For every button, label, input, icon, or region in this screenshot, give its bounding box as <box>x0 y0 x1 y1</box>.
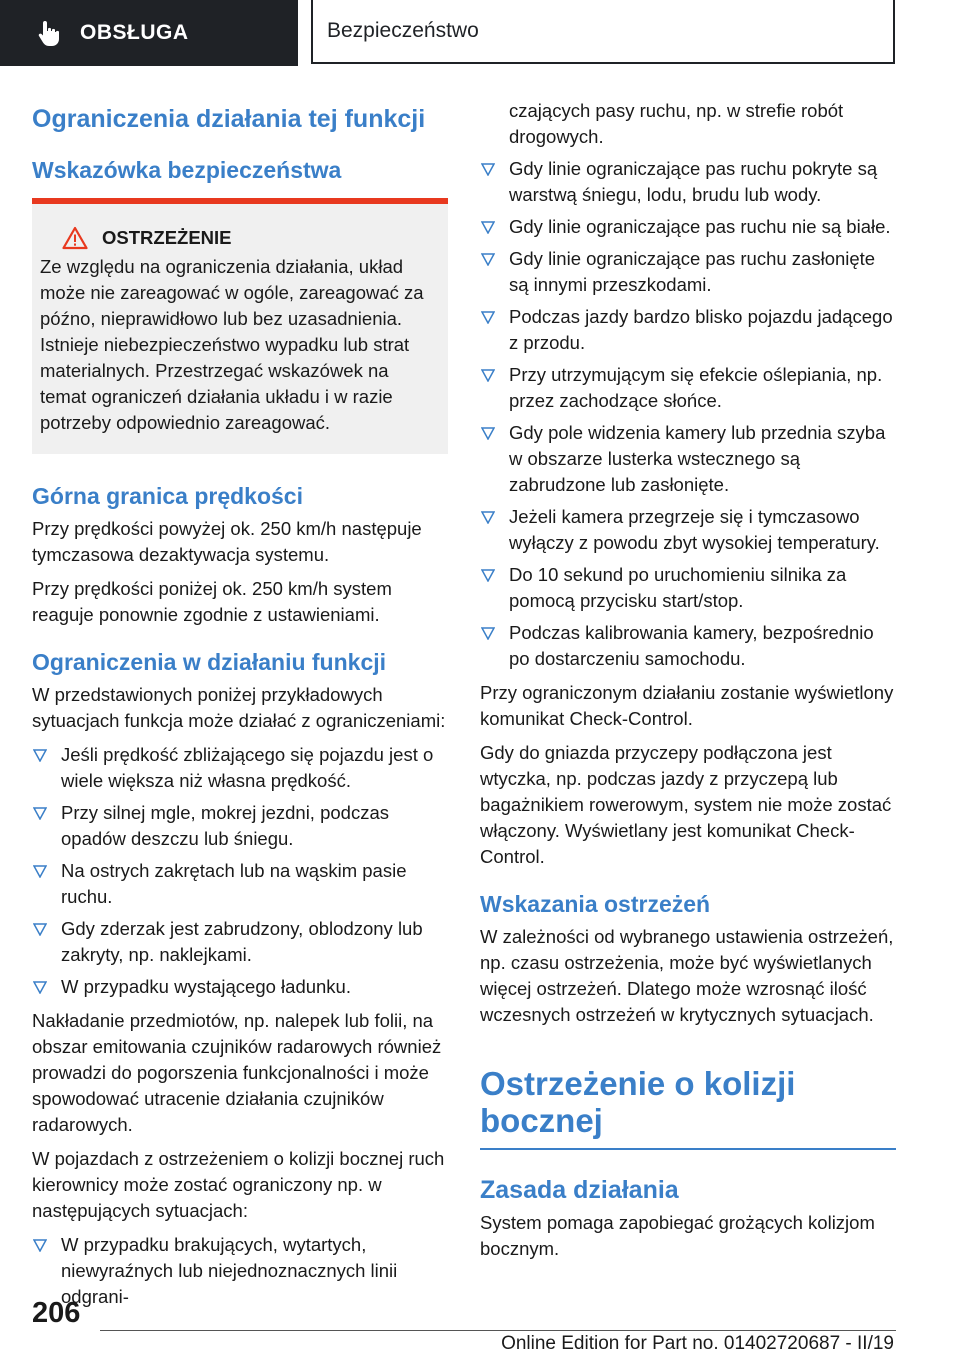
chapter-tab <box>0 0 298 66</box>
edition-note: Online Edition for Part no. 01402720687 - II/19 <box>501 1333 894 1354</box>
limits-heading: Ograniczenia w działaniu funkcji <box>32 648 387 675</box>
warnings-paragraph: W zależności od wybranego ustawienia ostrzeżeń, np. czasu ostrzeżenia, może być wyświetlanych więcej ostrzeżeń. Dlatego może wzrosnąć ilość wczesnych ostrzeżeń w krytycznych sytuacjach. <box>480 925 894 1025</box>
warnings-heading: Wskazania ostrzeżeń <box>480 891 711 917</box>
triangle-bullet-icon <box>33 923 47 936</box>
triangle-bullet-icon <box>33 749 47 762</box>
list-item: W przypadku wystającego ładunku. <box>32 974 448 1000</box>
warning-text: Ze względu na ograniczenia działania, układ może nie zareagować w ogóle, zareagować za późno, nieprawidłowo lub bez uzasadnienia. Istnieje niebezpieczeństwo wypadku lub strat materialnych. Przestrzegać wskazówek na temat ograniczeń działania układu i w razie potrzeby odpowiednio zareagować. <box>40 255 424 433</box>
section-tab: Bezpieczeństwo <box>311 0 895 64</box>
continued-list <box>480 98 896 672</box>
speed-paragraph-2: Przy prędkości poniżej ok. 250 km/h system reaguje ponownie zgodnie z ustawieniami. <box>32 577 392 625</box>
list-item: Jeśli prędkość zbliżającego się pojazdu jest o wiele większa niż własna prędkość. <box>32 742 448 794</box>
list-item: Gdy pole widzenia kamery lub przednia szyba w obszarze lusterka wstecznego są zabrudzone lub zasłonięte. <box>480 420 896 498</box>
hand-pointer-icon <box>34 18 64 48</box>
triangle-bullet-icon <box>33 1239 47 1252</box>
page-number: 206 <box>32 1297 81 1329</box>
warning-box <box>32 198 448 454</box>
page-header <box>0 0 960 66</box>
triangle-bullet-icon <box>481 369 495 382</box>
triangle-bullet-icon <box>481 569 495 582</box>
principle-paragraph: System pomaga zapobiegać grożących kolizjom bocznym. <box>480 1212 875 1260</box>
chapter-title: Ostrzeżenie o kolizji bocznej <box>480 1066 896 1150</box>
limits-paragraph-1: Nakładanie przedmiotów, np. nalepek lub folii, na obszar emitowania czujników radarowych również prowadzi do pogorszenia funkcjonalności i może spowodować utracenie działania czujników radarowych. <box>32 1009 442 1135</box>
section-title: Ograniczenia działania tej funkcji <box>32 105 426 133</box>
safety-subtitle: Wskazówka bezpieczeństwa <box>32 157 342 183</box>
principle-heading: Zasada działania <box>480 1175 679 1204</box>
limits-intro: W przedstawionych poniżej przykładowych sytuacjach funkcja może działać z ograniczeniami: <box>32 683 446 731</box>
triangle-bullet-icon <box>481 221 495 234</box>
list-item: Podczas kalibrowania kamery, bezpośrednio po dostarczeniu samochodu. <box>480 620 896 672</box>
triangle-bullet-icon <box>33 865 47 878</box>
list-item: Przy silnej mgle, mokrej jezdni, podczas opadów deszczu lub śniegu. <box>32 800 448 852</box>
triangle-bullet-icon <box>481 253 495 266</box>
speed-paragraph-1: Przy prędkości powyżej ok. 250 km/h następuje tymczasowa dezaktywacja systemu. <box>32 517 422 565</box>
triangle-bullet-icon <box>33 807 47 820</box>
warning-title: OSTRZEŻENIE <box>102 226 232 248</box>
chapter-label: OBSŁUGA <box>80 21 189 44</box>
check-control-paragraph: Przy ograniczonym działaniu zostanie wyświetlony komunikat Check-Control. <box>480 682 894 729</box>
warning-triangle-icon <box>62 226 88 250</box>
list-item: Gdy zderzak jest zabrudzony, oblodzony lub zakryty, np. naklejkami. <box>32 916 448 968</box>
warning-title-row <box>40 226 434 250</box>
trailer-paragraph: Gdy do gniazda przyczepy podłączona jest wtyczka, np. podczas jazdy z przyczepą lub bagażnikiem rowerowym, system nie może zostać włączony. Wyświetlany jest komunikat Check-Control. <box>480 742 892 867</box>
list-item: Gdy linie ograniczające pas ruchu nie są białe. <box>480 214 896 240</box>
left-column <box>32 96 448 1318</box>
triangle-bullet-icon <box>481 627 495 640</box>
list-item: Przy utrzymującym się efekcie oślepiania, np. przez zachodzące słońce. <box>480 362 896 414</box>
right-column <box>480 98 896 1270</box>
list-item: Na ostrych zakrętach lub na wąskim pasie ruchu. <box>32 858 448 910</box>
triangle-bullet-icon <box>481 511 495 524</box>
triangle-bullet-icon <box>481 311 495 324</box>
list-item: W przypadku brakujących, wytartych, niewyraźnych lub niejednoznacznych linii odgrani- <box>32 1232 448 1310</box>
triangle-bullet-icon <box>481 427 495 440</box>
lane-lines-list <box>32 1232 448 1310</box>
list-item-continued: czających pasy ruchu, np. w strefie robót drogowych. <box>509 100 844 147</box>
list-item: Podczas jazdy bardzo blisko pojazdu jadącego z przodu. <box>480 304 896 356</box>
list-item: Jeżeli kamera przegrzeje się i tymczasowo wyłączy z powodu zbyt wysokiej temperatury. <box>480 504 896 556</box>
limits-paragraph-2: W pojazdach z ostrzeżeniem o kolizji bocznej ruch kierownicy może zostać ograniczony np. w następujących sytuacjach: <box>32 1147 445 1221</box>
list-item: Gdy linie ograniczające pas ruchu pokryte są warstwą śniegu, lodu, brudu lub wody. <box>480 156 896 208</box>
footer-divider <box>100 1330 896 1331</box>
list-item: Gdy linie ograniczające pas ruchu zasłonięte są innymi przeszkodami. <box>480 246 896 298</box>
limits-list <box>32 742 448 1000</box>
speed-heading: Górna granica prędkości <box>32 482 303 509</box>
triangle-bullet-icon <box>33 981 47 994</box>
list-item: Do 10 sekund po uruchomieniu silnika za pomocą przycisku start/stop. <box>480 562 896 614</box>
triangle-bullet-icon <box>481 163 495 176</box>
